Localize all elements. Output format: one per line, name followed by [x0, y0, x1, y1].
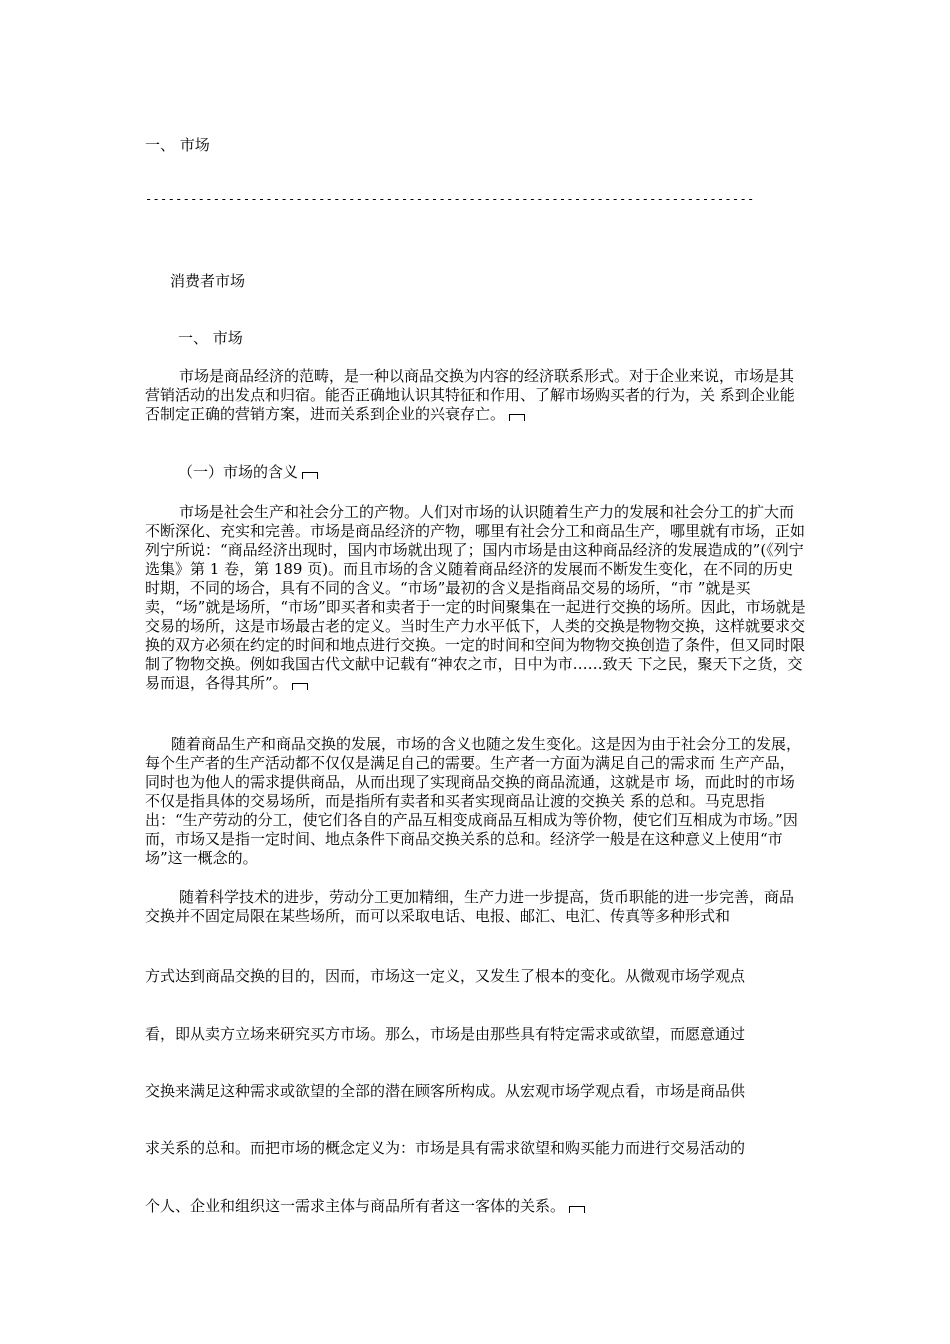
paragraph-1-text: 市场是商品经济的范畴，是一种以商品交换为内容的经济联系形式。对于企业来说，市场是其营销活动的出发点和归宿。能否正确地认识其特征和作用、了解市场购买者的行为，关 系到企业能否制定正确的营销方案，进而关系到企业的兴衰存亡。: [145, 367, 795, 423]
paragraph-7: 交换来满足这种需求或欲望的全部的潜在顾客所构成。从宏观市场学观点看，市场是商品供: [145, 1082, 746, 1100]
paragraph-9-text: 个人、企业和组织这一需求主体与商品所有者这一客体的关系。: [145, 1197, 566, 1215]
revision-mark-icon: [509, 414, 525, 421]
revision-mark-icon: [292, 683, 308, 690]
paragraph-2-text: 市场是社会生产和社会分工的产物。人们对市场的认识随着生产力的发展和社会分工的扩大而不断深化、充实和完善。市场是商品经济的产物，哪里有社会分工和商品生产，哪里就有市场，正如列宁所说：“商品经济出现时，国内市场就出现了；国内市场是由这种商品经济的发展造成的”(《列宁选集》第 1 卷，第 189 页)。而且市场的含义随着商品经济的发展而不断发生变化，在不同的历史时期，不同的场合，具有不同的含义。“市场”最初的含义是指商品交易的场所，“市 ”就是买卖，“场”就是场所，“市场”即买者和卖者于一定的时间聚集在一起进行交换的场所。因此，市场就是交易的场所，这是市场最古老的定义。当时生产力水平低下，人类的交换是物物交换，这样就要求交换的双方必须在约定的时间和地点进行交换。一定的时间和空间为物物交换创造了条件，但又同时限制了物物交换。例如我国古代文献中记载有“神农之市，日中为市……致天 下之民，聚天下之货，交易而退，各得其所”。: [145, 503, 806, 692]
paragraph-8: 求关系的总和。而把市场的概念定义为：市场是具有需求欲望和购买能力而进行交易活动的: [145, 1139, 746, 1157]
revision-mark-icon: [569, 1206, 585, 1213]
top-heading: 一、 市场: [145, 136, 210, 154]
paragraph-3: 随着商品生产和商品交换的发展，市场的含义也随之发生变化。这是因为由于社会分工的发展，每个生产者的生产活动都不仅仅是满足自己的需要。生产者一方面为满足自己的需求而 生产产品，同时也为他人的需求提供商品，从而出现了实现商品交换的商品流通，这就是市 场，而此时的市场不仅是指具体的交易场所，而是指所有卖者和买者实现商品让渡的交换关 系的总和。马克思指出：“生产劳动的分工，使它们各自的产品互相变成商品互相成为等价物，使它们互相成为市场。”因而，市场又是指一定时间、地点条件下商品交换关系的总和。经济学一般是在这种意义上使用“市场”这一概念的。: [145, 735, 802, 867]
subsection-title: [178, 463, 840, 482]
paragraph-2: [145, 503, 807, 693]
subsection-title-text: （一）市场的含义: [178, 463, 299, 481]
section-title: 消费者市场: [170, 272, 246, 290]
revision-mark-icon: [302, 472, 318, 479]
paragraph-9: [145, 1197, 807, 1216]
paragraph-4: 随着科学技术的进步，劳动分工更加精细，生产力进一步提高，货币职能的进一步完善，商品交换并不固定局限在某些场所，而可以采取电话、电报、邮汇、电汇、传真等多种形式和: [145, 888, 795, 925]
subheading: 一、 市场: [178, 329, 243, 347]
paragraph-5: 方式达到商品交换的目的，因而，市场这一定义，又发生了根本的变化。从微观市场学观点: [145, 967, 746, 985]
paragraph-1: [145, 367, 807, 424]
paragraph-6: 看，即从卖方立场来研究买方市场。那么，市场是由那些具有特定需求或欲望，而愿意通过: [145, 1025, 746, 1043]
separator-line: ---------------------------------------------------------------------------------: [145, 192, 755, 206]
